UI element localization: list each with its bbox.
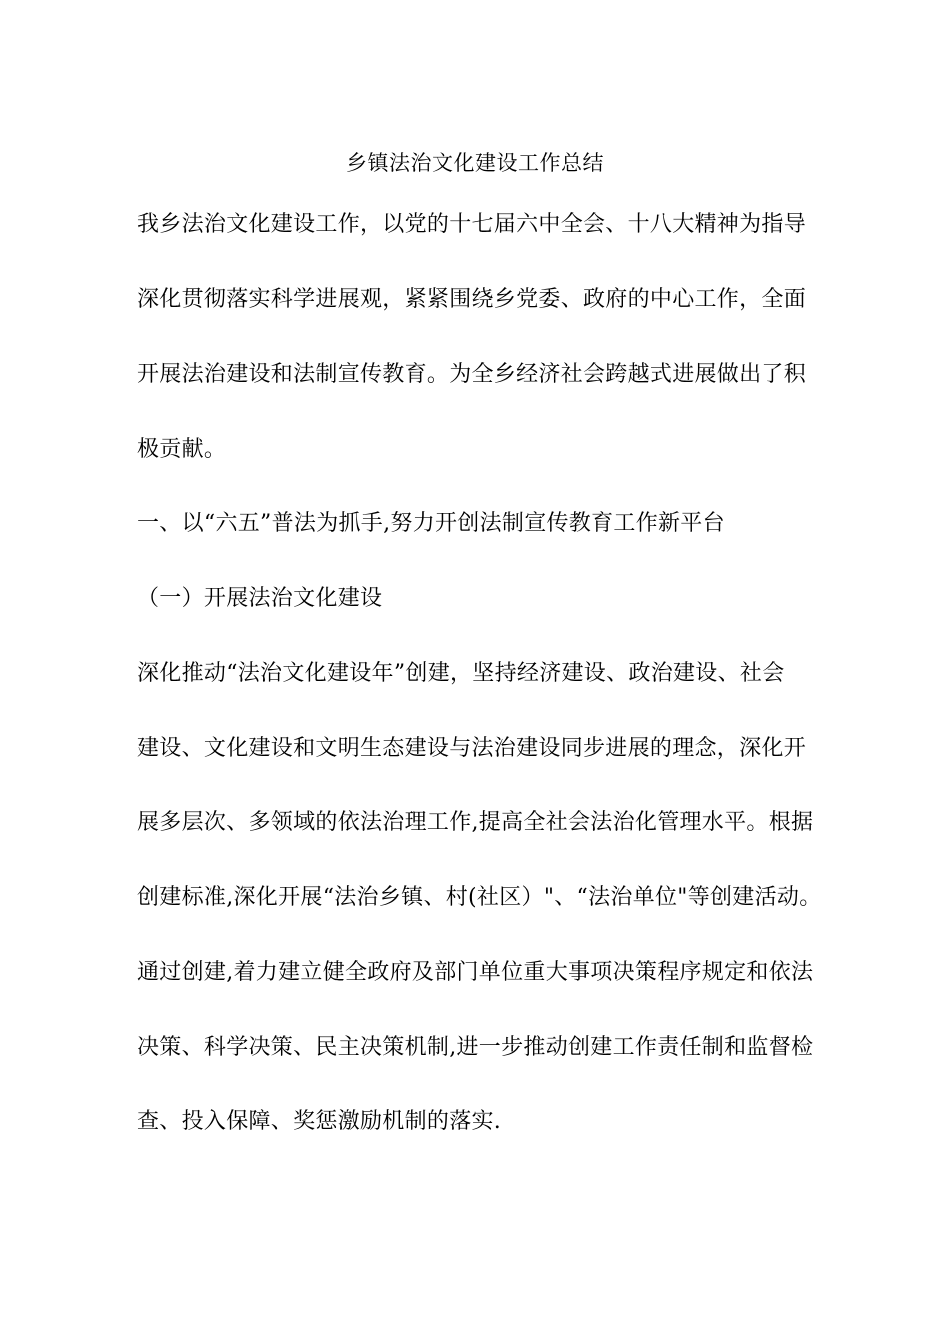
subsection-heading: （一）开展法治文化建设 bbox=[137, 586, 383, 611]
paragraph-line: 查、投入保障、奖惩激励机制的落实. bbox=[137, 1109, 502, 1134]
paragraph-line: 开展法治建设和法制宣传教育。为全乡经济社会跨越式进展做出了积 bbox=[137, 362, 807, 387]
paragraph-line: 通过创建,着力建立健全政府及部门单位重大事项决策程序规定和依法 bbox=[137, 960, 814, 985]
paragraph-line: 深化推动“法治文化建设年”创建，坚持经济建设、政治建设、社会 bbox=[137, 661, 785, 686]
paragraph-line: 建设、文化建设和文明生态建设与法治建设同步进展的理念，深化开 bbox=[137, 736, 807, 761]
section-heading: 一、以“六五”普法为抓手,努力开创法制宣传教育工作新平台 bbox=[137, 511, 725, 536]
paragraph-line: 决策、科学决策、民主决策机制,进一步推动创建工作责任制和监督检 bbox=[137, 1035, 814, 1060]
paragraph-line: 极贡献。 bbox=[137, 437, 227, 462]
paragraph-line: 深化贯彻落实科学进展观，紧紧围绕乡党委、政府的中心工作，全面 bbox=[137, 287, 807, 312]
paragraph-line: 创建标准,深化开展“法治乡镇、村(社区）"、“法治单位"等创建活动。 bbox=[137, 885, 822, 910]
paragraph-line: 展多层次、多领域的依法治理工作,提高全社会法治化管理水平。根据 bbox=[137, 810, 814, 835]
document-title: 乡镇法治文化建设工作总结 bbox=[346, 151, 604, 175]
paragraph-line: 我乡法治文化建设工作，以党的十七届六中全会、十八大精神为指导 bbox=[137, 212, 807, 237]
